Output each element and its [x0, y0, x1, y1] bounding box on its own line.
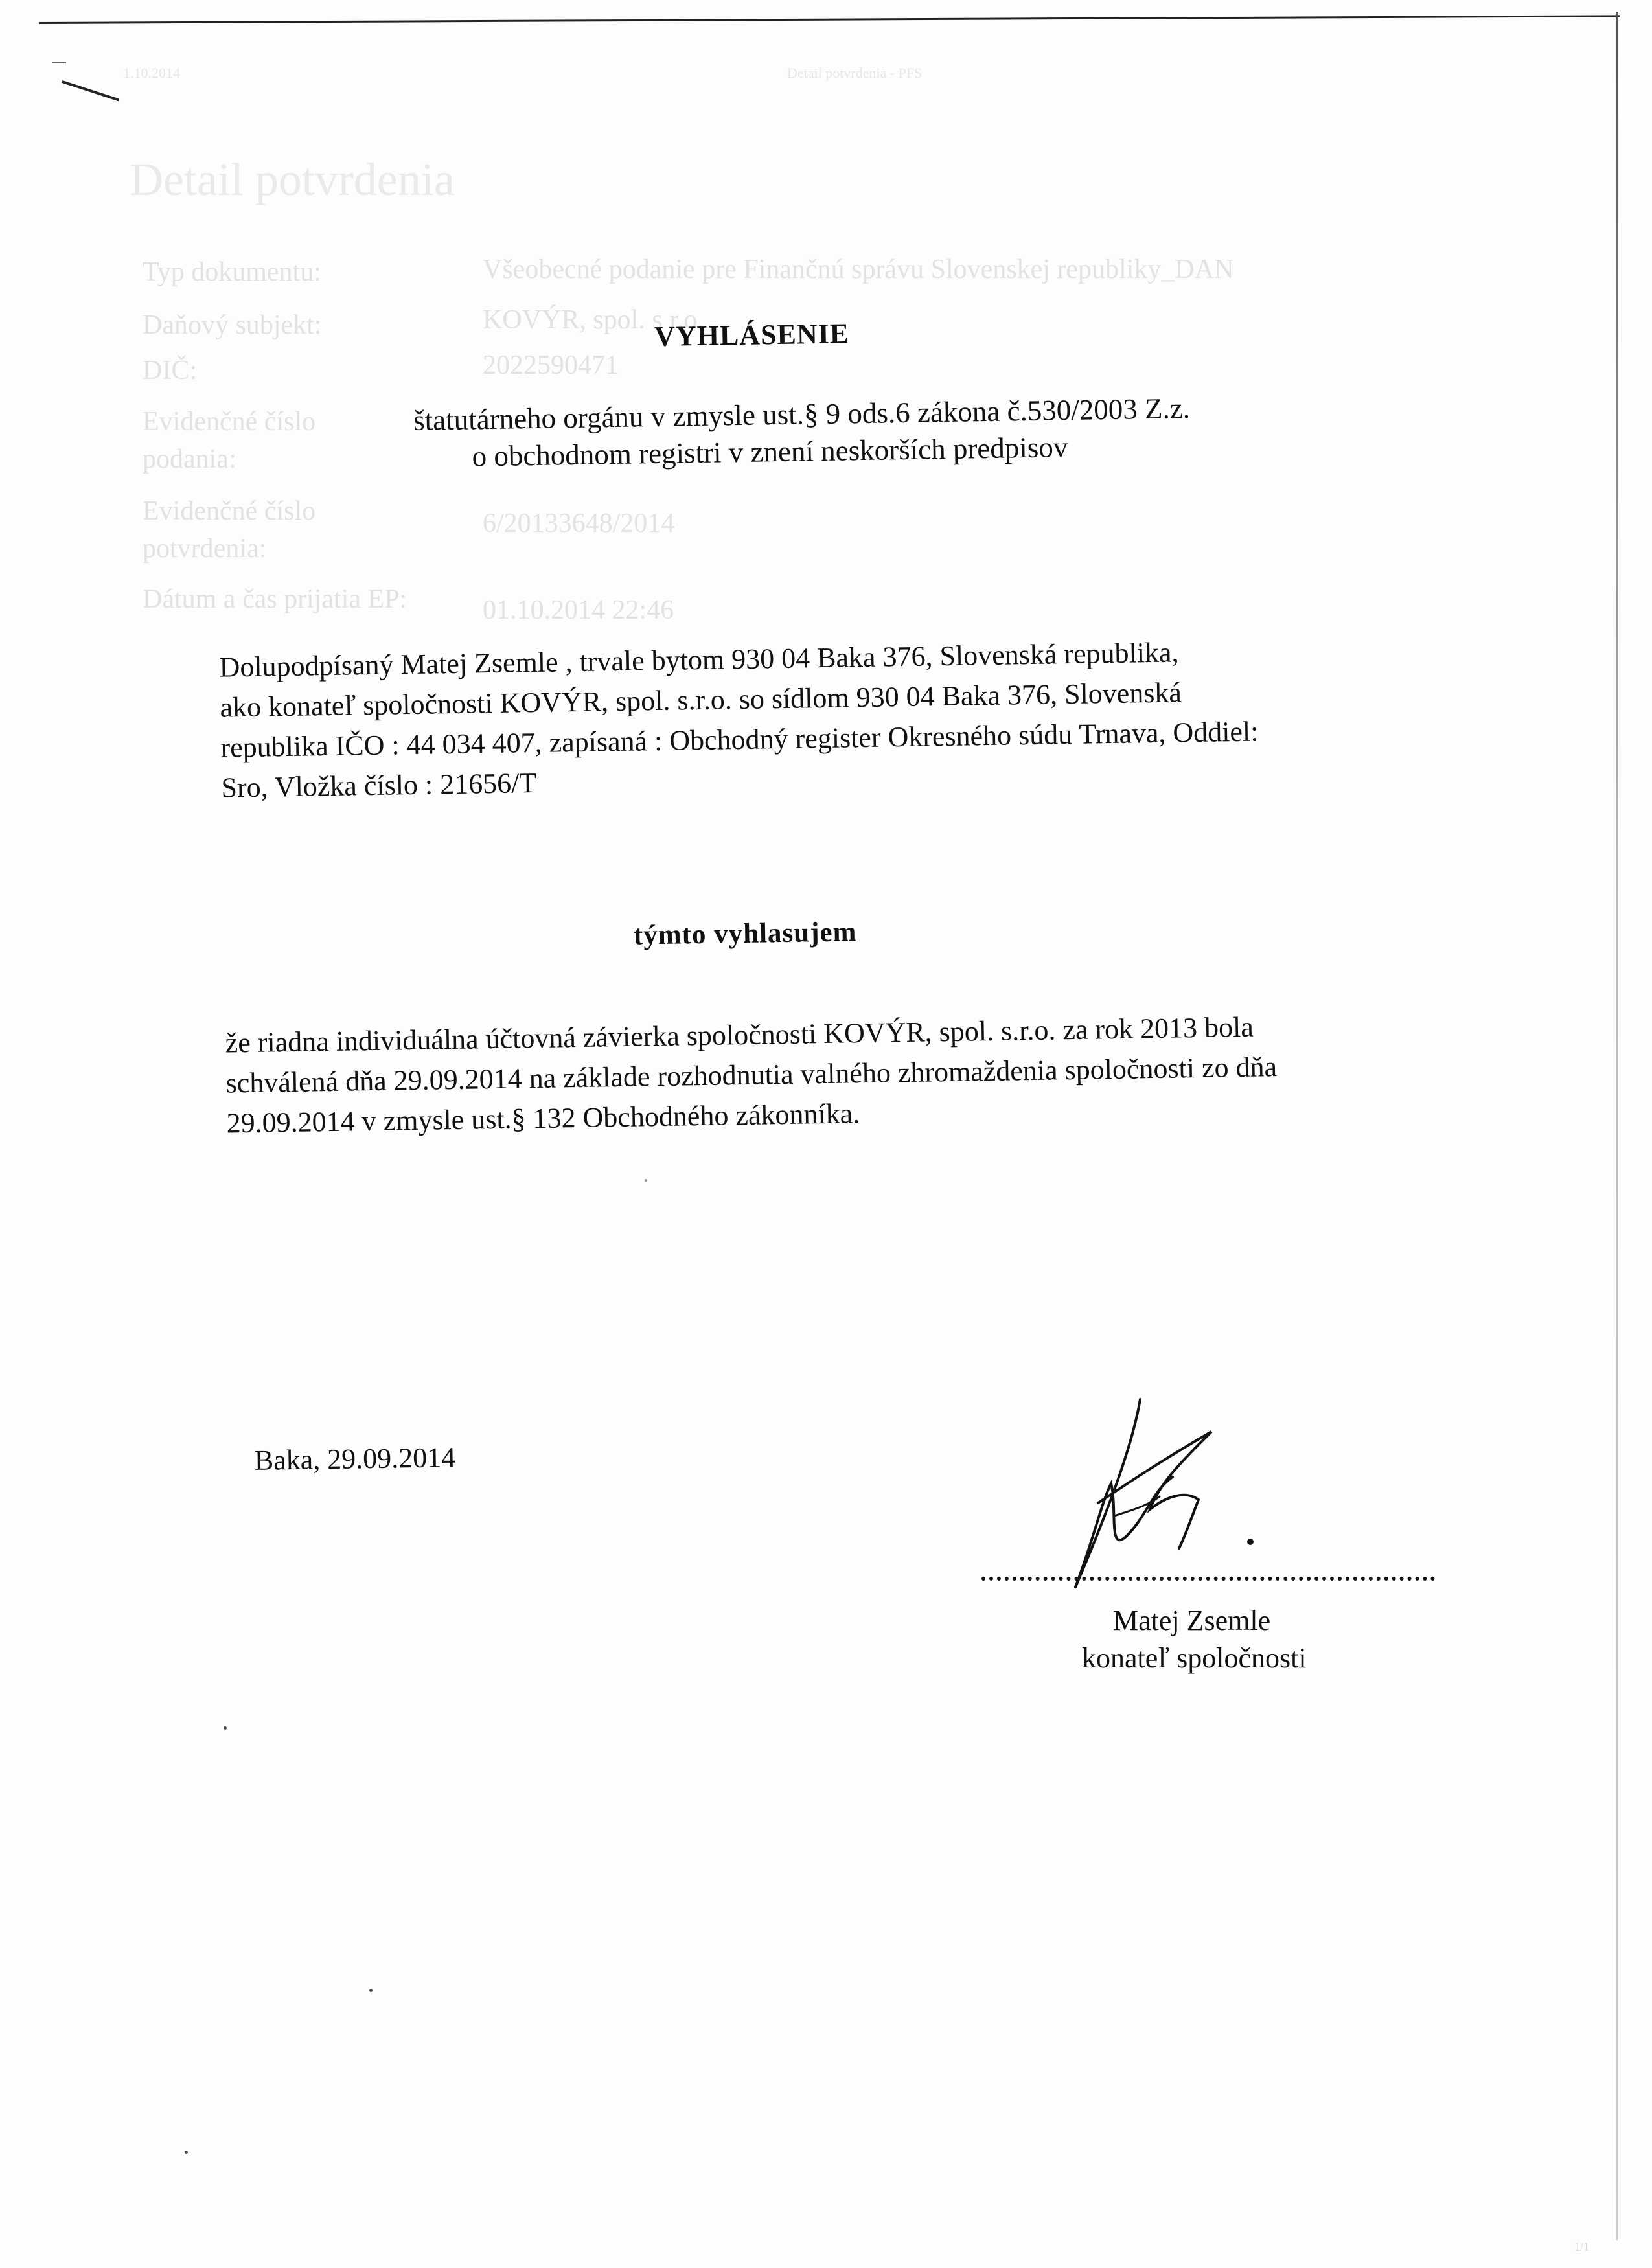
paragraph-line: schválená dňa 29.09.2014 na základe rozhodnutia valného zhromaždenia spoločnosti zo dňa	[225, 1051, 1278, 1099]
ghost-label: Dátum a čas prijatia EP:	[143, 584, 407, 614]
paragraph-line: Sro, Vložka číslo : 21656/T	[221, 766, 537, 804]
ghost-form-title: Detail potvrdenia	[130, 154, 455, 205]
ghost-label: DIČ:	[143, 356, 197, 385]
declarant-paragraph	[219, 628, 1452, 808]
ghost-value: Všeobecné podanie pre Finančnú správu Slovenskej republiky_DAN	[483, 255, 1234, 284]
paragraph-line: 29.09.2014 v zmysle ust.§ 132 Obchodného zákonníka.	[226, 1097, 860, 1140]
signature-dotted-line	[981, 1577, 1435, 1581]
signatory-name: Matej Zsemle	[1113, 1605, 1271, 1636]
ghost-value: 2022590471	[483, 350, 619, 380]
signatory-role: konateľ spoločnosti	[1082, 1642, 1307, 1674]
scan-speck	[369, 1989, 373, 1992]
ghost-header-date: 1.10.2014	[123, 65, 180, 81]
ghost-label: Evidenčné číslo potvrdenia:	[143, 496, 316, 564]
scan-speck	[224, 1726, 227, 1730]
subtitle-line: štatutárneho orgánu v zmysle ust.§ 9 ods.6 zákona č.530/2003 Z.z.	[413, 392, 1191, 437]
ghost-label: Evidenčné číslo podania:	[143, 407, 316, 474]
ghost-value: 01.10.2014 22:46	[483, 595, 674, 625]
scan-speck	[185, 2151, 188, 2154]
ghost-header-title: Detail potvrdenia - PFS	[787, 65, 923, 81]
scan-speck	[645, 1179, 647, 1182]
ghost-value: 6/20133648/2014	[483, 509, 675, 538]
ghost-label: Typ dokumentu:	[143, 257, 321, 287]
subtitle-line: o obchodnom registri v znení neskorších predpisov	[472, 431, 1068, 473]
ghost-footer-page: 1/1	[1574, 2240, 1590, 2253]
statement-paragraph	[225, 1004, 1458, 1144]
place-and-date: Baka, 29.09.2014	[254, 1441, 456, 1476]
paragraph-line: že riadna individuálna účtovná závierka spoločnosti KOVÝR, spol. s.r.o. za rok 2013 bola	[225, 1011, 1254, 1059]
ghost-value: KOVÝR, spol. s r.o.	[483, 305, 704, 335]
paragraph-line: Dolupodpísaný Matej Zsemle , trvale bytom 930 04 Baka 376, Slovenská republika,	[219, 636, 1179, 683]
document-title: VYHLÁSENIE	[654, 317, 850, 353]
ghost-label: Daňový subjekt:	[143, 310, 322, 340]
paragraph-line: republika IČO : 44 034 407, zapísaná : Obchodný register Okresného súdu Trnava, Oddiel:	[220, 715, 1259, 764]
handwritten-signature	[1037, 1386, 1309, 1607]
declare-heading: týmto vyhlasujem	[633, 917, 857, 951]
paragraph-line: ako konateľ spoločnosti KOVÝR, spol. s.r.o. so sídlom 930 04 Baka 376, Slovenská	[220, 676, 1182, 724]
